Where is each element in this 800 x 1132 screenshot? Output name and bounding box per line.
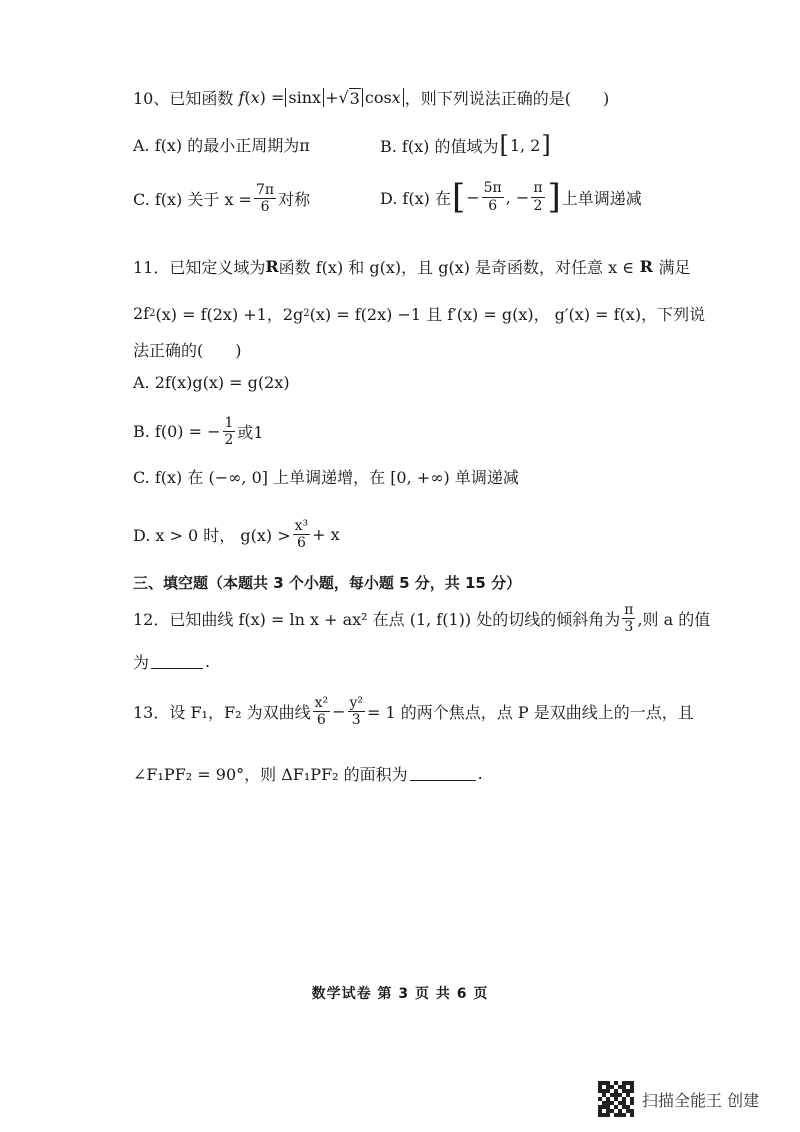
q10-stem: 10、已知函数 f ( x ) = sinx + √ 3 cosx ，则下列说法正确的是( ) [133, 88, 610, 108]
section-heading: 三、填空题（本题共 3 个小题，每小题 5 分，共 15 分） [133, 574, 522, 592]
q13-line2: ∠F₁PF₂ = 90°，则 ΔF₁PF₂ 的面积为 . [133, 764, 483, 784]
q12-line1: 12．已知曲线 f(x) = ln x + ax² 在点 (1, f(1)) 处的切线的倾斜角为 $\frac{\pi}{3}$ ,则 a 的值 [133, 602, 711, 636]
q10-option-c: C. f(x) 关于 x = $\frac{7\pi}{6}$ 对称 [133, 182, 311, 216]
q11-stem-line2: 2f 2 (x) = f(2x) +1，2g 2 (x) = f(2x) −1 且 f′(x) = g(x)， g′(x) = f(x)，下列说 [133, 304, 706, 324]
q13-line1: 13．设 F₁，F₂ 为双曲线 $\frac{\text{x²}}{6}$ − $\frac{\text{y²}}{3}$ = 1 的两个焦点，点 P 是双曲线上的一点，且 [133, 695, 694, 729]
q11-option-b: B. f(0) = − $\frac{1}{2}$ 或1 [133, 415, 264, 449]
page-footer: 数学试卷 第 3 页 共 6 页 [311, 986, 489, 1002]
q10-option-b: B. f(x) 的值域为 [ 1, 2 ] [380, 131, 551, 159]
q11-stem-line1: 11．已知定义域为 R 函数 f(x) 和 g(x)，且 g(x) 是奇函数，对任意 x ∈ R 满足 [133, 257, 691, 277]
q11-option-d: D. x > 0 时， g(x) > $\frac{\text{x³}}{6}$ + x [133, 518, 340, 552]
q12-answer-blank[interactable] [151, 654, 203, 669]
q10-option-a: A. f(x) 的最小正周期为π [133, 136, 310, 155]
q12-line2: 为 . [133, 652, 211, 672]
qr-code-icon [598, 1081, 634, 1117]
q10-option-d: D. f(x) 在 [ − $\frac{5\pi}{6}$ , − $\frac{\pi}{2}$ ] 上单调递减 [380, 177, 642, 217]
q11-option-a: A. 2f(x)g(x) = g(2x) [133, 373, 290, 392]
q13-answer-blank[interactable] [410, 766, 476, 781]
scanner-watermark: 扫描全能王 创建 [598, 1081, 759, 1117]
q11-option-c: C. f(x) 在 (−∞, 0] 上单调递增，在 [0, +∞) 单调递减 [133, 468, 519, 487]
q11-stem-line3: 法正确的( ) [133, 341, 242, 360]
